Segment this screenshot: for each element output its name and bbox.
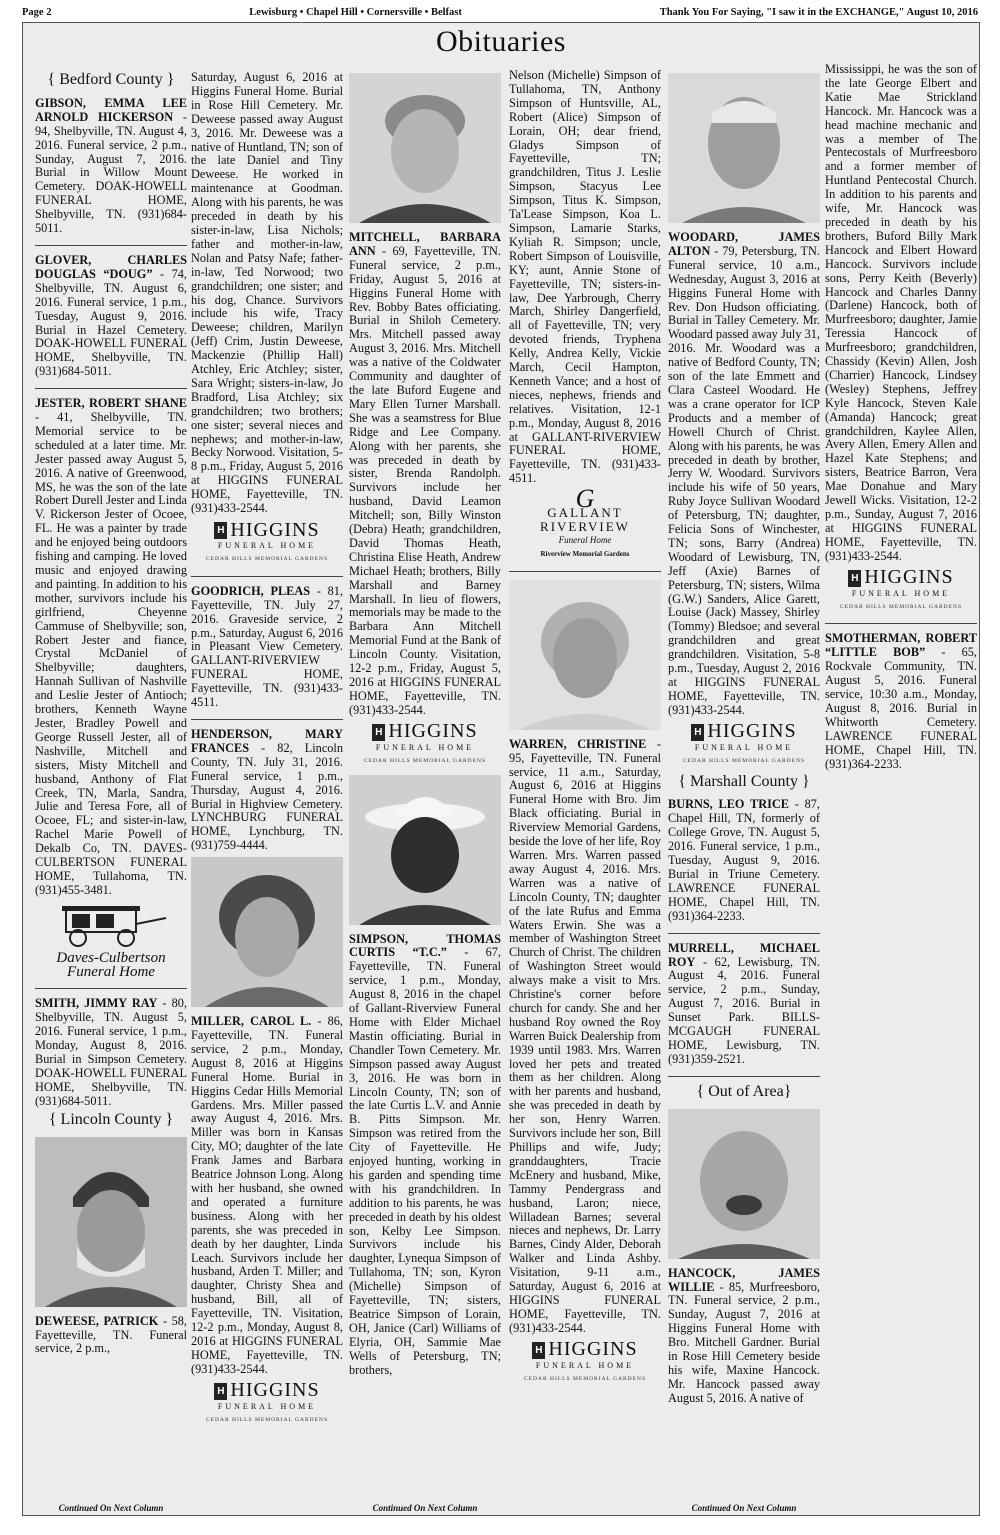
higgins-logo: H HIGGINS FUNERAL HOME CEDAR HILLS MEMORIAL GARDENS [205, 1379, 329, 1423]
continued-note: Continued On Next Column [691, 1503, 797, 1513]
towns-line: Lewisburg • Chapel Hill • Cornersville • Belfast [249, 6, 462, 18]
page-number: Page 2 [22, 6, 52, 18]
column-5 [668, 69, 820, 1509]
portrait-image [668, 73, 820, 223]
obit-woodard: WOODARD, JAMES ALTON - 79, Petersburg, TN. Funeral service, 10 a.m., Wednesday, August 3, 2016 at Higgins Funeral Home with Rev. Don Hudson officiating. Burial in Talley Cemetery. Mr. Woodard passed away July 31, 2016. Mr. Woodard was a native of Bedford County, TN; son of the late Emmett and Clara Casteel Woodard. He was a crane operator for ICP Products and a member of Howell Church of Christ. Along with his parents, he was preceded in death by brother, Jerry W. Woodard. Survivors include his wife of 50 years, Ruby Joyce Sullivan Woodard of Petersburg, TN; daughter, Felicia Sons of Winchester, TN; sons, Barry (Andrea) Woodard of Lewisburg, TN, Jeff (Axie) Barnes of Petersburg, TN; sisters, Wilma (G.W.) Sanders, Alice Garett, Louise (Jack) Massey, Shirley (Tommy) Bledsoe; and several grandchildren and great grandchildren. Visitation, 5-8 p.m., Tuesday, August 2, 2016 at HIGGINS FUNERAL HOME, Fayetteville, TN. (931)433-2544. [668, 230, 820, 717]
obit-burns: BURNS, LEO TRICE - 87, Chapel Hill, TN, formerly of College Grove, TN. August 5, 2016. Funeral service, 1 p.m., Tuesday, August 9, 2016. Burial in Triune Cemetery. LAWRENCE FUNERAL HOME, Chapel Hill, TN. (931)364-2233. [668, 797, 820, 923]
divider [191, 719, 343, 720]
divider [35, 988, 187, 989]
obit-simpson-cont: Nelson (Michelle) Simpson of Tullahoma, TN, Anthony Simpson of Huntsville, AL, Robert (Alice) Simpson of Lorain, OH; dear friend, Gladys Simpson of Fayetteville, TN; grandchildren, Titus J. Leslie Simpson, Stacyus Lee Simpson, Titus K. Simpson, Ta'Lease Simpson, Koa L. Simpson, Lamarie Starks, Kyliah R. Simpson; uncle, Robert Simpson of Louisville, KY; aunt, Annie Stone of Fayetteville, TN; sisters-in-law, Dee Yarbrough, Cherry March, Shirley Dangerfield, all of Fayetteville, TN; very devoted friends, Tryphena Kelly, Andrea Kelly, Vickie March, Cecil Hampton, Kenneth Vance; and a host of nieces, nephews, friends and relatives. Visitation, 12-1 p.m., Monday, August 8, 2016 at GALLANT-RIVERVIEW FUNERAL HOME, Fayetteville, TN. (931)433-4511. [509, 69, 661, 486]
obit-warren: WARREN, CHRISTINE - 95, Fayetteville, TN. Funeral service, 11 a.m., Saturday, August 6, 2016 at Higgins Funeral Home with Bro. Jim Black officiating. Burial in Riverview Memorial Gardens, beside the love of her life, Roy Warren. Mrs. Warren passed away August 4, 2016. Mrs. Warren was a native of Lincoln County, TN; daughter of the late Rufus and Emma Waters Erwin. She was a member of Washington Street Church of Christ. The children of Washington Street would always make a visit to Mrs. Christine's corner before church for candy. She and her husband Roy owned the Roy Warren Buick Dealership from 1939 until 1983. Mrs. Warren loved her pets and treated them as her children. Along with her parents and husband, she was preceded in death by her son, Henry Warren. Survivors include her son, Bill Phillips and wife, Judy; granddaughters, Tracie McEnery and husband, Mike, Tammy Pendergrass and husband, Laron; niece, Willadean Barnes; several nieces and nephews, Dr. Larry Barnes, Cindy Alder, Deborah Walker and Linda Ashby. Visitation, 9-11 a.m., Saturday, August 6, 2016 at HIGGINS FUNERAL HOME, Fayetteville, TN. (931)433-2544. [509, 736, 661, 1335]
higgins-logo: H HIGGINS FUNERAL HOME CEDAR HILLS MEMORIAL GARDENS [523, 1338, 647, 1382]
hearse-carriage-icon [46, 904, 176, 948]
photo-miller [191, 857, 343, 1007]
higgins-logo: H HIGGINS FUNERAL HOME CEDAR HILLS MEMORIAL GARDENS [682, 720, 806, 764]
daves-culbertson-logo: Daves-Culbertson Funeral Home [35, 904, 187, 980]
portrait-image [191, 857, 343, 1007]
divider [191, 576, 343, 577]
gallant-riverview-logo: G GALLANT RIVERVIEW Funeral Home Riverview Memorial Gardens [509, 492, 661, 562]
divider [668, 1076, 820, 1077]
section-bedford: { Bedford County } [47, 71, 175, 88]
obit-mitchell: MITCHELL, BARBARA ANN - 69, Fayetteville, TN. Funeral service, 2 p.m., Friday, August 5, 2016 at Higgins Funeral Home with Rev. Bobby Bates officiating. Burial in Shiloh Cemetery. Mrs. Mitchell passed away August 3, 2016. Mrs. Mitchell was a native of the Coldwater Community and daughter of the late Buford Eugene and Mary Ellen Turner Marshall. She was a seamstress for Blue Ridge and Lee Company. Along with her parents, she was preceded in death by sister, Brenda Randolph. Survivors include her husband, David Leamon Mitchell; son, Billy Winston (Debra) Heath; grandchildren, David Thomas Heath, Christina Elise Heath, Andrew Michael Heath; brothers, Billy Marshall and Barney Marshall. In lieu of flowers, memorials may be made to the Barbara Ann Mitchell Memorial Fund at the Bank of Lincoln County. Visitation, 12-2 p.m., Friday, August 5, 2016 at HIGGINS FUNERAL HOME, Fayetteville, TN. (931)433-2544. [349, 230, 501, 717]
column-6 [825, 63, 977, 1503]
page-title: Obituaries [436, 25, 566, 58]
higgins-mark-icon: H [532, 1342, 545, 1359]
column-4 [509, 69, 661, 1509]
photo-woodard [668, 73, 820, 223]
section-marshall: { Marshall County } [678, 772, 810, 790]
portrait-image [349, 775, 501, 925]
obit-glover: GLOVER, CHARLES DOUGLAS “DOUG” - 74, Shelbyville, TN. August 6, 2016. Funeral service, 1 p.m., Tuesday, August 9, 2016. Burial in Hazel Cemetery. DOAK-HOWELL FUNERAL HOME, Shelbyville, TN. (931)684-5011. [35, 252, 187, 379]
gallant-g-icon: G [575, 484, 595, 514]
divider [35, 388, 187, 389]
obit-gibson: GIBSON, EMMA LEE ARNOLD HICKERSON - 94, Shelbyville, TN. August 4, 2016. Funeral service, 2 p.m., Sunday, August 7, 2016. Burial in Willow Mount Cemetery. DOAK-HOWELL FUNERAL HOME, Shelbyville, TN. (931)684-5011. [35, 95, 187, 236]
photo-warren [509, 580, 661, 730]
obit-jester: JESTER, ROBERT SHANE - 41, Shelbyville, TN. Memorial service to be scheduled at a later time. Mr. Jester passed away August 5, 2016. A native of Greenwood, MS, he was the son of the late Robert Durell Jester and Linda V. Rickerson Jester of Ocoee, FL. He was a painter by trade and he enjoyed being outdoors fishing and camping. He loved music and enjoyed drawing and painting. In addition to his mother, survivors include his girlfriend, Cheyenne Cammuse of Shelbyville; son, Robert Jester and fiance, Crystal McDaniel of Shelbyville; daughters, Hannah Sullivan of Nashville and Leslie Jester of Antioch; brothers, Kenneth Wayne Jester, Bradley Powell and George Russell Jester, all of Nashville, Mitchell and sisters, Misty Mitchell and husband, Anthony of Flat Creek, TN, Marla, Sandra, Julie and Teresa Fore, all of Ocoee, FL; and sister-in-law, Rachel Marie Powell of Dekalb Co, TN. DAVES-CULBERTSON FUNERAL HOME, Tullahoma, TN. (931)455-3481. [35, 396, 187, 897]
obit-hancock-cont: Mississippi, he was the son of the late George Elbert and Katie Mae Strickland Hancock. Mr. Hancock was a head machine mechanic and was a member of The Pentecostals of Murfreesboro and a former member of Huntland Pentecostal Church. In addition to his parents and wife, Mr. Hancock was preceded in death by his brothers, Buford Billy Mark Hancock and Elbert Howard Hancock. Survivors include sons, Perry Keith (Beverly) Hancock and Charles Danny (Darlene) Hancock, both of Murfreesboro; daughter, Jamie Teressia Hancock of Murfreesboro; grandchildren, Chassidy (Kevin) Allen, Josh (Charrier) Hancock, Lindsey (Wesley) Stephens, Jeffrey Kyle Hancock, Steven Kale (Amanda) Hancock; great grandchildren, Kaylee Allen, Avery Allen, Emery Allen and Hazel Kate Stephens; and sisters, Beatrice Barron, Vera Mae Donahue and Mary Jewell Wicks. Visitation, 12-2 p.m., Sunday, August 7, 2016 at HIGGINS FUNERAL HOME, Fayetteville, TN. (931)433-2544. [825, 63, 977, 563]
higgins-mark-icon: H [214, 1383, 227, 1400]
portrait-image [509, 580, 661, 730]
divider [825, 623, 977, 624]
higgins-logo: H HIGGINS FUNERAL HOME CEDAR HILLS MEMORIAL GARDENS [205, 518, 329, 562]
higgins-mark-icon: H [372, 724, 385, 741]
column-2 [191, 71, 343, 1511]
photo-deweese [35, 1137, 187, 1307]
photo-mitchell [349, 73, 501, 223]
obit-hancock: HANCOCK, JAMES WILLIE - 85, Murfreesboro, TN. Funeral service, 2 p.m., Sunday, August 7, 2016 at Higgins Funeral Home with Bro. Mitchell Gardner. Burial in Rose Hill Cemetery beside his wife, Maxine Hancock. Mr. Hancock passed away August 5, 2016. A native of [668, 1265, 820, 1405]
portrait-image [349, 73, 501, 223]
obit-goodrich: GOODRICH, PLEAS - 81, Fayetteville, TN. July 27, 2016. Graveside service, 2 p.m., Saturday, August 6, 2016 in Pleasant View Cemetery. GALLANT-RIVERVIEW FUNERAL HOME, Fayetteville, TN. (931)433-4511. [191, 583, 343, 710]
portrait-image [35, 1137, 187, 1307]
higgins-mark-icon: H [848, 570, 861, 587]
section-out-of-area: { Out of Area} [696, 1082, 792, 1100]
higgins-mark-icon: H [214, 522, 227, 539]
divider [35, 245, 187, 246]
page-header [22, 4, 978, 20]
obit-deweese-cont: Saturday, August 6, 2016 at Higgins Funeral Home. Burial in Rose Hill Cemetery. Mr. Deweese passed away August 3, 2016. Mr. Deweese was a native of Huntland, TN; son of the late Daniel and Tiny Deweese. He worked in maintenance at Goodman. Along with his parents, he was preceded in death by his sister-in-law, Lisa Nichols; father and mother-in-law, Nolan and Patsy Nafe; father-in-law, Ted Norwood; two grandchildren; one sister; and his dog, Chance. Survivors include his wife, Tracy Deweese; children, Marilyn (Jeff) Crim, Justin Deweese, Mackenzie (Phillip Hall) Atchley, Eric Atchley; sister, Sara Wright; sisters-in-law, Jo Bradford, Lisa Atchley; six grandchildren; two brothers; one sister; several nieces and nephews; and mother-in-law, Becky Norwood. Visitation, 5-8 p.m., Friday, August 5, 2016 at HIGGINS FUNERAL HOME, Fayetteville, TN. (931)433-2544. [191, 71, 343, 516]
continued-note: Continued On Next Column [372, 1503, 478, 1513]
tagline: Thank You For Saying, "I saw it in the EXCHANGE," August 10, 2016 [659, 6, 978, 18]
divider [509, 571, 661, 572]
obit-simpson: SIMPSON, THOMAS CURTIS “T.C.” - 67, Fayetteville, TN. Funeral service, 1 p.m., Monday, August 8, 2016 in the chapel of Gallant-Riverview Funeral Home with Elder Michael Mastin officiating. Burial in Chandler Town Cemetery. Mr. Simpson passed away August 3, 2016. He was born in Lincoln County, TN; son of the late Curtis L.V. and Annie B. Pitts Simpson. Mr. Simpson was retired from the City of Fayetteville. He enjoyed hunting, working in his garden and spending time with his grandchildren. In addition to his parents, he was preceded in death by his oldest son, Kelby Lee Simpson. Survivors include his daughter, Lynequa Simpson of Tullahoma, TN; son, Kyron (Michelle) Simpson of Fayetteville, TN; sisters, Beatrice Simpson of Lorain, OH, Janice (Carl) Williams of Elyria, OH, Sammie Mae Wells of Petersburg, TN; brothers, [349, 931, 501, 1377]
portrait-image [668, 1109, 820, 1259]
obit-henderson: HENDERSON, MARY FRANCES - 82, Lincoln County, TN. July 31, 2016. Funeral service, 1 p.m., Thursday, August 4, 2016. Burial in Highview Cemetery. LYNCHBURG FUNERAL HOME, Lynchburg, TN. (931)759-4444. [191, 726, 343, 853]
higgins-logo: H HIGGINS FUNERAL HOME CEDAR HILLS MEMORIAL GARDENS [363, 720, 487, 764]
column-3 [349, 69, 501, 1509]
obit-smith: SMITH, JIMMY RAY - 80, Shelbyville, TN. August 5, 2016. Funeral service, 1 p.m., Monday, August 8, 2016. Burial in Simpson Cemetery. DOAK-HOWELL FUNERAL HOME, Shelbyville, TN. (931)684-5011. [35, 996, 187, 1108]
photo-simpson [349, 775, 501, 925]
higgins-mark-icon: H [691, 724, 704, 741]
obit-murrell: MURRELL, MICHAEL ROY - 62, Lewisburg, TN. August 4, 2016. Funeral service, 2 p.m., Sunday, August 7, 2016. Burial in Sunset Park. BILLS-MCGAUGH FUNERAL HOME, Lewisburg, TN. (931)359-2521. [668, 940, 820, 1066]
divider [668, 933, 820, 934]
obit-deweese: DEWEESE, PATRICK - 58, Fayetteville, TN. Funeral service, 2 p.m., [35, 1313, 187, 1356]
section-lincoln: { Lincoln County } [48, 1110, 174, 1128]
obit-smotherman: SMOTHERMAN, ROBERT “LITTLE BOB” - 65, Rockvale Community, TN. August 5, 2016. Funeral service, 10:30 a.m., Monday, August 8, 2016. Burial in Whitworth Cemetery. LAWRENCE FUNERAL HOME, Chapel Hill, TN. (931)364-2233. [825, 631, 977, 771]
photo-hancock [668, 1109, 820, 1259]
column-1 [35, 69, 187, 1509]
obituaries-page [22, 22, 980, 1516]
higgins-logo: H HIGGINS FUNERAL HOME CEDAR HILLS MEMORIAL GARDENS [839, 566, 963, 610]
continued-note: Continued On Next Column [58, 1503, 164, 1513]
obit-miller: MILLER, CAROL L. - 86, Fayetteville, TN. Funeral service, 2 p.m., Monday, August 8, 2016 at Higgins Funeral Home. Burial in Higgins Cedar Hills Memorial Gardens. Mrs. Miller passed away August 4, 2016. Mrs. Miller was born in Kansas City, MO; daughter of the late Frank James and Barbara Beatrice Johnson Long. Along with her husband, she owned and operated a furniture business. Along with her parents, she was preceded in death by her daughter, Linda Leach. Survivors include her husband, Arden T. Miller; and daughter, Christy Shea and husband, Bill, all of Fayetteville, TN. Visitation, 12-2 p.m., Monday, August 8, 2016 at HIGGINS FUNERAL HOME, Fayetteville, TN. (931)433-2544. [191, 1014, 343, 1376]
